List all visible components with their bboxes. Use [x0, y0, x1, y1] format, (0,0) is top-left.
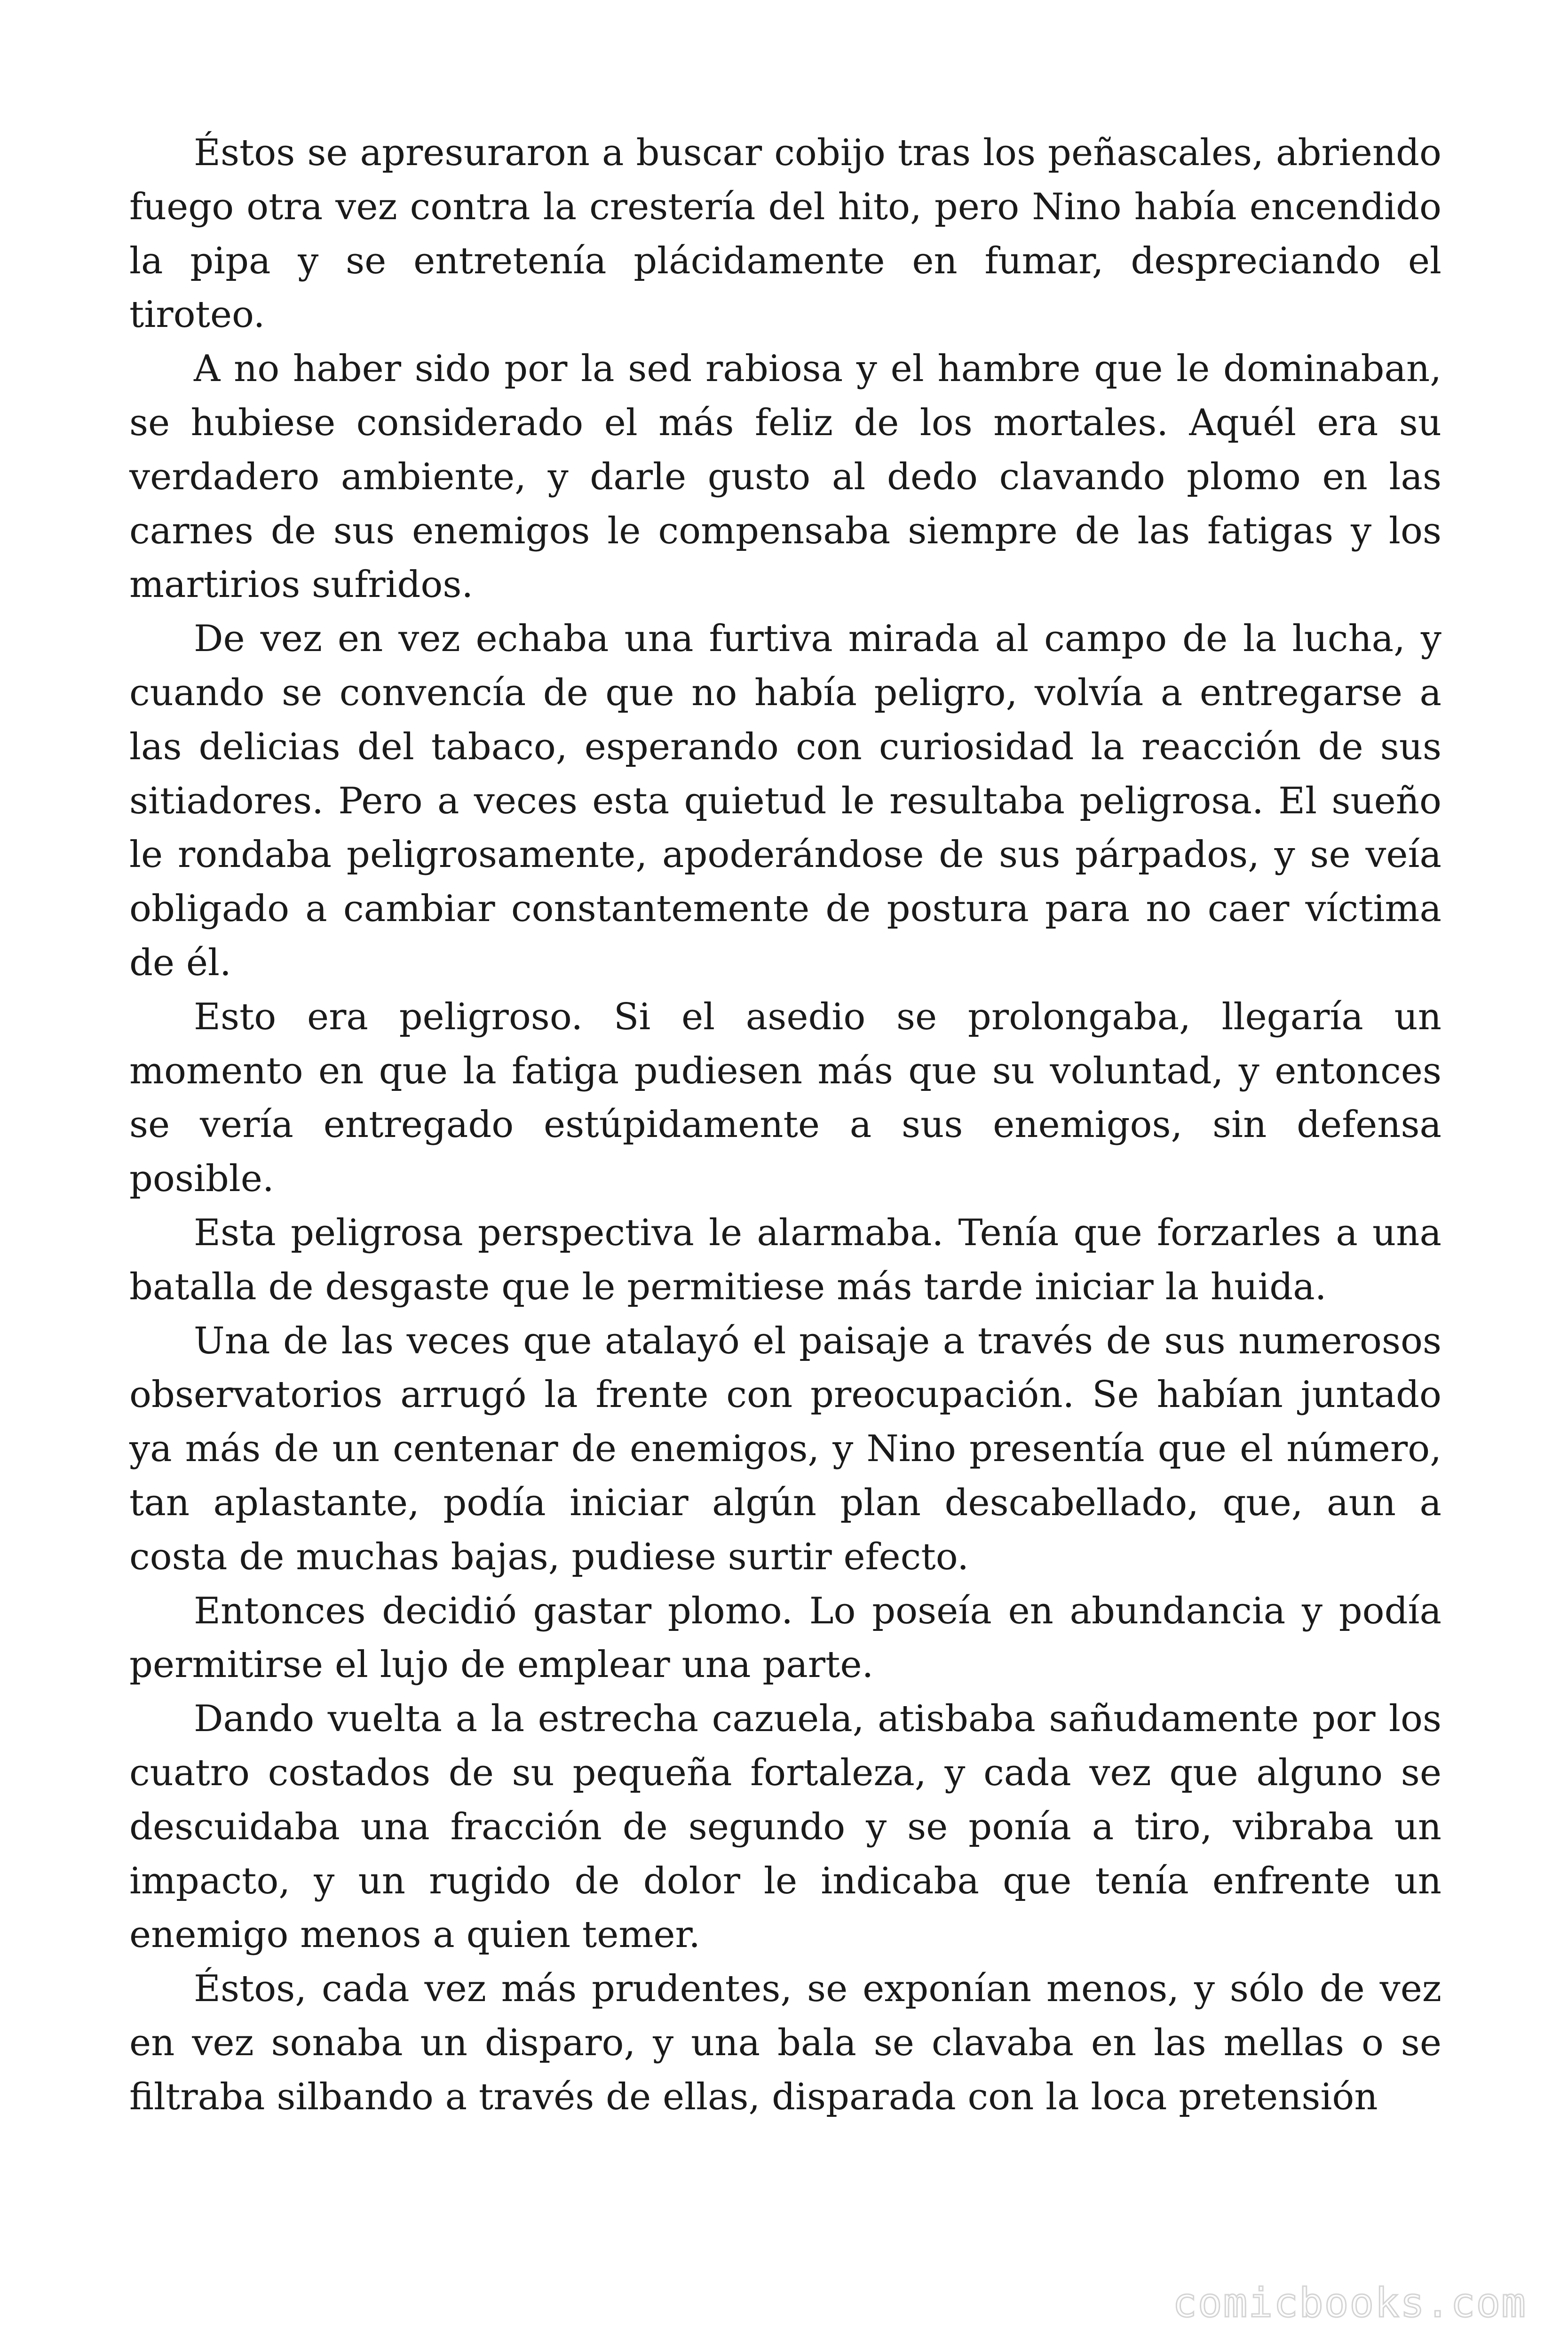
book-page-text: [129, 126, 1441, 2124]
paragraph: Esto era peligroso. Si el asedio se prolongaba, llegaría un momento en que la fatiga pudiesen más que su voluntad, y entonces se vería entregado estúpidamente a sus enemigos, sin defensa posible.: [129, 995, 1441, 1200]
paragraph: Esta peligrosa perspectiva le alarmaba. Tenía que forzarles a una batalla de desgaste que le permitiese más tarde iniciar la huida.: [129, 1211, 1441, 1308]
paragraph: Éstos, cada vez más prudentes, se exponían menos, y sólo de vez en vez sonaba un disparo, y una bala se clavaba en las mellas o se filtraba silbando a través de ellas, disparada con la loca pretensión: [129, 1968, 1441, 2118]
paragraph: Éstos se apresuraron a buscar cobijo tras los peñascales, abriendo fuego otra vez contra la crestería del hito, pero Nino había encendido la pipa y se entretenía plácidamente en fumar, despreciando el tiroteo.: [129, 132, 1441, 336]
watermark: comicbooks.com: [1172, 2280, 1527, 2327]
paragraph: A no haber sido por la sed rabiosa y el hambre que le dominaban, se hubiese considerado el más feliz de los mortales. Aquél era su verdadero ambiente, y darle gusto al dedo clavando plomo en las carnes de sus enemigos le compensaba siempre de las fatigas y los martirios sufridos.: [129, 348, 1441, 606]
paragraph: Una de las veces que atalayó el paisaje a través de sus numerosos observatorios arrugó la frente con preocupación. Se habían juntado ya más de un centenar de enemigos, y Nino presentía que el número, tan aplastante, podía iniciar algún plan descabellado, que, aun a costa de muchas bajas, pudiese surtir efecto.: [129, 1319, 1441, 1578]
paragraph: Dando vuelta a la estrecha cazuela, atisbaba sañudamente por los cuatro costados de su pequeña fortaleza, y cada vez que alguno se descuidaba una fracción de segundo y se ponía a tiro, vibraba un impacto, y un rugido de dolor le indicaba que tenía enfrente un enemigo menos a quien temer.: [129, 1698, 1441, 1956]
paragraph: De vez en vez echaba una furtiva mirada al campo de la lucha, y cuando se convencía de que no había peligro, volvía a entregarse a las delicias del tabaco, esperando con curiosidad la reacción de sus sitiadores. Pero a veces esta quietud le resultaba peligrosa. El sueño le rondaba peligrosamente, apoderándose de sus párpados, y se veía obligado a cambiar constantemente de postura para no caer víctima de él.: [129, 618, 1441, 984]
paragraph: Entonces decidió gastar plomo. Lo poseía en abundancia y podía permitirse el lujo de emplear una parte.: [129, 1589, 1441, 1686]
